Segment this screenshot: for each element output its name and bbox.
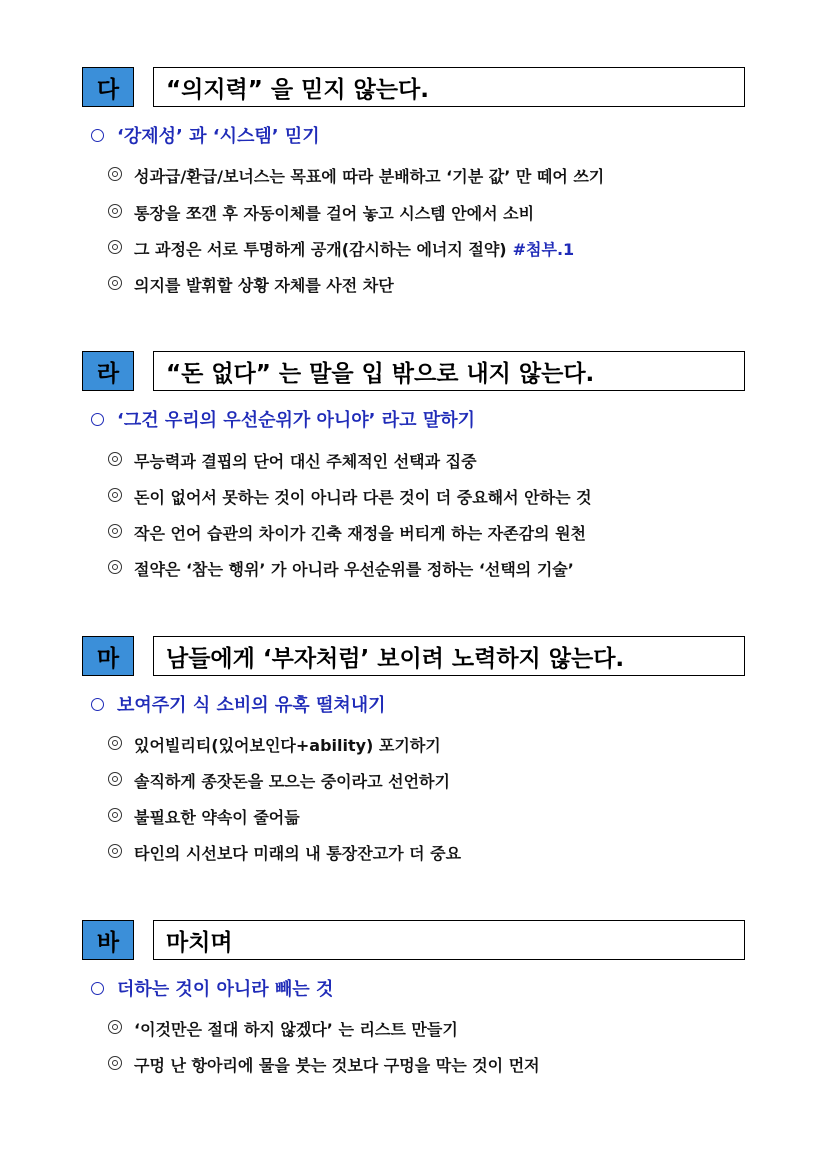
list-item (108, 733, 441, 755)
circle-bullet-icon (91, 413, 104, 426)
list-item (108, 805, 300, 827)
subheading (91, 692, 386, 716)
list-item-text: 돈이 없어서 못하는 것이 아니라 다른 것이 더 중요해서 안하는 것 (134, 487, 592, 507)
list-item-text: 무능력과 결핍의 단어 대신 주체적인 선택과 집중 (134, 451, 477, 471)
section-title: “돈 없다” 는 말을 입 밖으로 내지 않는다. (153, 351, 745, 391)
list-item (108, 769, 450, 791)
subheading-text: ‘그건 우리의 우선순위가 아니야’ 라고 말하기 (117, 410, 475, 431)
section-title: 남들에게 ‘부자처럼’ 보이려 노력하지 않는다. (153, 636, 745, 676)
circle-bullet-icon (91, 982, 104, 995)
double-circle-bullet-icon (108, 276, 124, 292)
double-circle-bullet-icon (108, 524, 124, 540)
list-item-text: 불필요한 약속이 줄어듦 (134, 807, 300, 827)
list-item-text: 있어빌리티(있어보인다+ability) 포기하기 (134, 735, 441, 755)
double-circle-bullet-icon (108, 736, 124, 752)
list-item-text: 통장을 쪼갠 후 자동이체를 걸어 놓고 시스템 안에서 소비 (134, 203, 535, 223)
list-item-text: 타인의 시선보다 미래의 내 통장잔고가 더 중요 (134, 843, 462, 863)
list-item (108, 237, 574, 259)
section-title: “의지력” 을 믿지 않는다. (153, 67, 745, 107)
section-badge: 마 (82, 636, 134, 676)
list-item (108, 557, 574, 579)
list-item-text: 의지를 발휘할 상황 자체를 사전 차단 (134, 275, 394, 295)
double-circle-bullet-icon (108, 240, 124, 256)
list-item-text: 그 과정은 서로 투명하게 공개(감시하는 에너지 절약) (134, 239, 507, 259)
section-badge: 바 (82, 920, 134, 960)
double-circle-bullet-icon (108, 772, 124, 788)
list-item-text: ‘이것만은 절대 하지 않겠다’ 는 리스트 만들기 (134, 1019, 458, 1039)
subheading-text: 더하는 것이 아니라 빼는 것 (117, 979, 334, 1000)
list-item (108, 273, 394, 295)
double-circle-bullet-icon (108, 1056, 124, 1072)
double-circle-bullet-icon (108, 808, 124, 824)
double-circle-bullet-icon (108, 204, 124, 220)
list-item-text: 절약은 ‘참는 행위’ 가 아니라 우선순위를 정하는 ‘선택의 기술’ (134, 559, 574, 579)
list-item (108, 1017, 458, 1039)
list-item-text: 작은 언어 습관의 차이가 긴축 재정을 버티게 하는 자존감의 원천 (134, 523, 586, 543)
circle-bullet-icon (91, 129, 104, 142)
subheading-text: 보여주기 식 소비의 유혹 떨쳐내기 (117, 695, 386, 716)
double-circle-bullet-icon (108, 452, 124, 468)
list-item (108, 485, 592, 507)
list-item-text: 구멍 난 항아리에 물을 붓는 것보다 구멍을 막는 것이 먼저 (134, 1055, 540, 1075)
double-circle-bullet-icon (108, 167, 124, 183)
list-item (108, 164, 604, 186)
subheading-text: ‘강제성’ 과 ‘시스템’ 믿기 (117, 126, 320, 147)
section-title: 마치며 (153, 920, 745, 960)
list-item (108, 449, 477, 471)
subheading (91, 976, 333, 1000)
double-circle-bullet-icon (108, 488, 124, 504)
circle-bullet-icon (91, 698, 104, 711)
double-circle-bullet-icon (108, 844, 124, 860)
attachment-link[interactable]: #첨부.1 (512, 239, 575, 259)
section-badge: 라 (82, 351, 134, 391)
section-badge: 다 (82, 67, 134, 107)
list-item (108, 201, 534, 223)
double-circle-bullet-icon (108, 1020, 124, 1036)
list-item-text: 솔직하게 종잣돈을 모으는 중이라고 선언하기 (134, 771, 450, 791)
subheading (91, 123, 320, 147)
subheading (91, 407, 475, 431)
list-item (108, 841, 461, 863)
double-circle-bullet-icon (108, 560, 124, 576)
list-item-text: 성과급/환급/보너스는 목표에 따라 분배하고 ‘기분 값’ 만 떼어 쓰기 (134, 166, 605, 186)
list-item (108, 521, 586, 543)
list-item (108, 1053, 540, 1075)
